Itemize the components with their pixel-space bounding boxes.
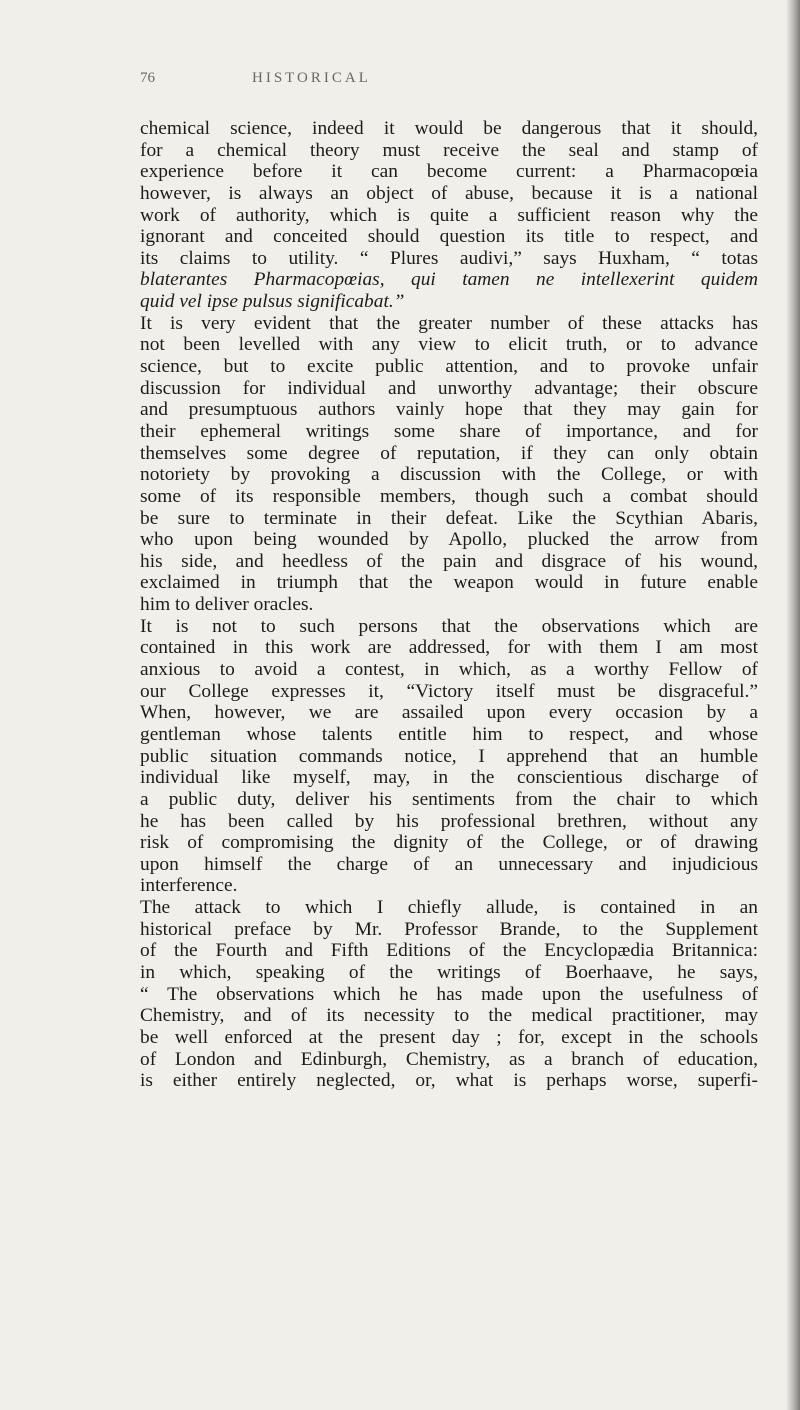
text-line: blaterantes Pharmacopœias, qui tamen ne intellexerint quidem: [140, 269, 758, 291]
text-line: of London and Edinburgh, Chemistry, as a branch of education,: [140, 1048, 758, 1070]
text-line: its claims to utility. “ Plures audivi,” says Huxham, “ totas: [140, 247, 758, 269]
text-line: is either entirely neglected, or, what is perhaps worse, superfi-: [140, 1070, 758, 1092]
text-line: of the Fourth and Fifth Editions of the Encyclopædia Britannica:: [140, 940, 758, 962]
text-line: discussion for individual and unworthy advantage; their obscure: [140, 377, 758, 399]
text-line: chemical science, indeed it would be dangerous that it should,: [140, 118, 758, 139]
text-line: notoriety by provoking a discussion with the College, or with: [140, 464, 758, 486]
text-line: however, is always an object of abuse, because it is a national: [140, 182, 758, 204]
text-line: be sure to terminate in their defeat. Like the Scythian Abaris,: [140, 507, 758, 529]
text-line: for a chemical theory must receive the seal and stamp of: [140, 139, 758, 161]
text-line: exclaimed in triumph that the weapon would in future enable: [140, 572, 758, 594]
text-line: who upon being wounded by Apollo, plucked the arrow from: [140, 529, 758, 551]
text-line: science, but to excite public attention, and to provoke unfair: [140, 356, 758, 378]
text-line: ignorant and conceited should question its title to respect, and: [140, 226, 758, 248]
text-line: It is not to such persons that the observations which are: [140, 615, 758, 637]
text-line: themselves some degree of reputation, if they can only obtain: [140, 442, 758, 464]
text-line: The attack to which I chiefly allude, is contained in an: [140, 897, 758, 919]
text-line: their ephemeral writings some share of importance, and for: [140, 420, 758, 442]
text-line: he has been called by his professional brethren, without any: [140, 810, 758, 832]
text-line: interference.: [140, 875, 238, 897]
text-line: in which, speaking of the writings of Boerhaave, he says,: [140, 961, 758, 983]
text-line: him to deliver oracles.: [140, 594, 314, 616]
running-head-title: HISTORICAL: [252, 70, 371, 86]
text-line: quid vel ipse pulsus significabat.”: [140, 291, 405, 313]
text-line: risk of compromising the dignity of the College, or of drawing: [140, 832, 758, 854]
page-number: 76: [140, 70, 155, 86]
text-line: anxious to avoid a contest, in which, as a worthy Fellow of: [140, 659, 758, 681]
text-line: public situation commands notice, I apprehend that an humble: [140, 745, 758, 767]
text-line: work of authority, which is quite a sufficient reason why the: [140, 204, 758, 226]
text-line: not been levelled with any view to elicit truth, or to advance: [140, 334, 758, 356]
text-line: be well enforced at the present day ; for, except in the schools: [140, 1026, 758, 1048]
text-line: and presumptuous authors vainly hope that they may gain for: [140, 399, 758, 421]
page-edge-shadow: [786, 0, 800, 1410]
text-line: a public duty, deliver his sentiments from the chair to which: [140, 788, 758, 810]
text-line: historical preface by Mr. Professor Brande, to the Supplement: [140, 918, 758, 940]
text-line: When, however, we are assailed upon every occasion by a: [140, 702, 758, 724]
text-line: experience before it can become current: a Pharmacopœia: [140, 161, 758, 183]
text-line: his side, and heedless of the pain and disgrace of his wound,: [140, 550, 758, 572]
body-text: [140, 118, 758, 1092]
text-line: It is very evident that the greater number of these attacks has: [140, 312, 758, 334]
text-line: individual like myself, may, in the conscientious discharge of: [140, 767, 758, 789]
text-line: Chemistry, and of its necessity to the medical practitioner, may: [140, 1005, 758, 1027]
text-line: gentleman whose talents entitle him to respect, and whose: [140, 723, 758, 745]
text-line: our College expresses it, “Victory itself must be disgraceful.”: [140, 680, 758, 702]
text-line: some of its responsible members, though such a combat should: [140, 485, 758, 507]
text-line: contained in this work are addressed, for with them I am most: [140, 637, 758, 659]
text-line: “ The observations which he has made upon the usefulness of: [140, 983, 758, 1005]
text-line: upon himself the charge of an unnecessary and injudicious: [140, 853, 758, 875]
